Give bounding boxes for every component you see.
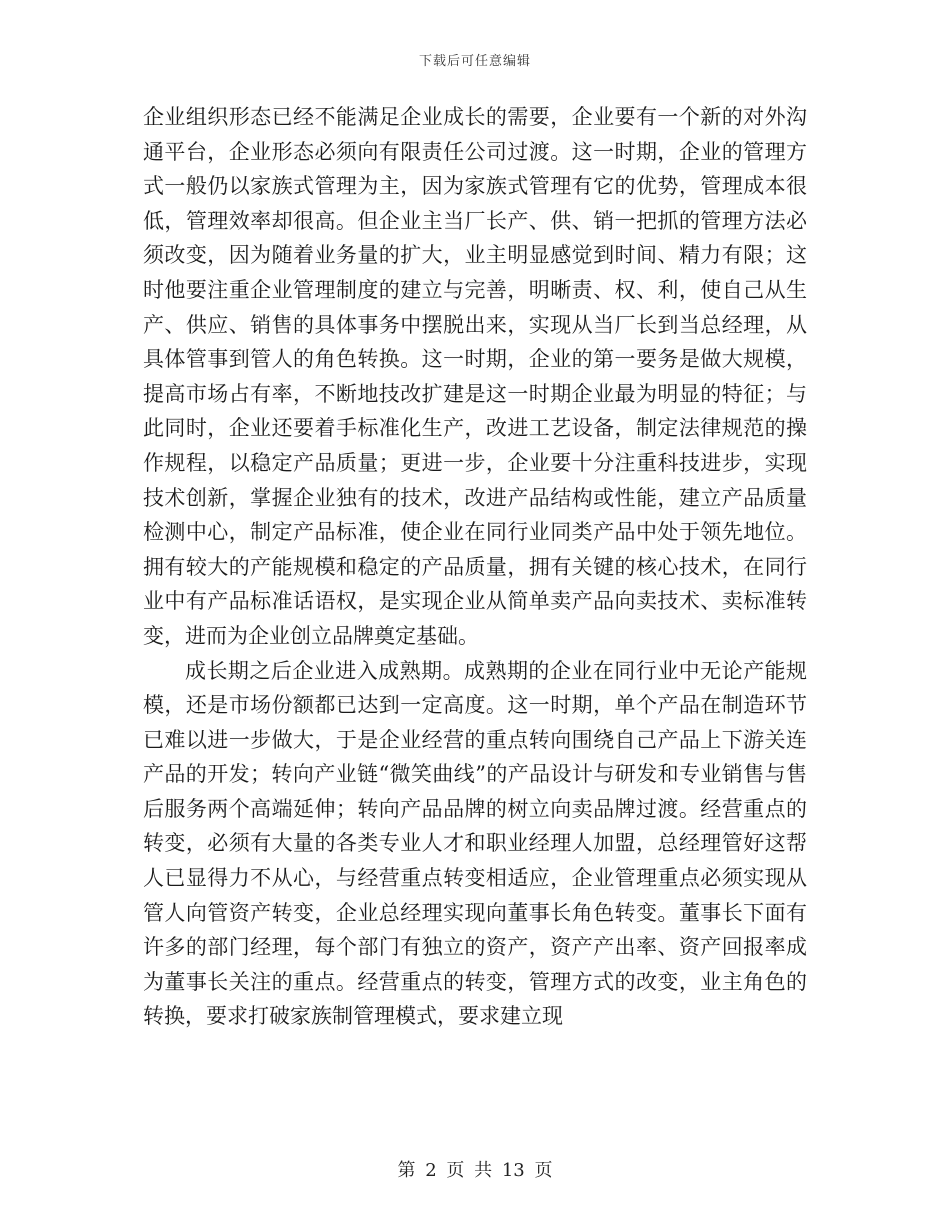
page-number: 第 2 页 共 13 页 bbox=[397, 1160, 553, 1181]
page-header: 下载后可任意编辑 bbox=[418, 54, 531, 69]
body-paragraph: 企业组织形态已经不能满足企业成长的需要，企业要有一个新的对外沟通平台，企业形态必须向有限责任公司过渡。这一时期，企业的管理方式一般仍以家族式管理为主，因为家族式管理有它的优势，管理成本很低，管理效率却很高。但企业主当厂长产、供、销一把抓的管理方法必须改变，因为随着业务量的扩大，业主明显感觉到时间、精力有限；这时他要注重企业管理制度的建立与完善，明晰责、权、利，使自己从生产、供应、销售的具体事务中摆脱出来，实现从当厂长到当总经理，从具体管事到管人的角色转换。这一时期，企业的第一要务是做大规模，提高市场占有率，不断地技改扩建是这一时期企业最为明显的特征；与此同时，企业还要着手标准化生产，改进工艺设备，制定法律规范的操作规程，以稳定产品质量；更进一步，企业要十分注重科技进步，实现技术创新，掌握企业独有的技术，改进产品结构或性能，建立产品质量检测中心，制定产品标准，使企业在同行业同类产品中处于领先地位。拥有较大的产能规模和稳定的产品质量，拥有关键的核心技术，在同行业中有产品标准话语权，是实现企业从简单卖产品向卖技术、卖标准转变，进而为企业创立品牌奠定基础。 bbox=[143, 105, 807, 648]
body-paragraph: 成长期之后企业进入成熟期。成熟期的企业在同行业中无论产能规模，还是市场份额都已达到一定高度。这一时期，单个产品在制造环节已难以进一步做大，于是企业经营的重点转向围绕自己产品上下游关连产品的开发；转向产业链“微笑曲线”的产品设计与研发和专业销售与售后服务两个高端延伸；转向产品品牌的树立向卖品牌过渡。经营重点的转变，必须有大量的各类专业人才和职业经理人加盟，总经理管好这帮人已显得力不从心，与经营重点转变相适应，企业管理重点必须实现从管人向管资产转变，企业总经理实现向董事长角色转变。董事长下面有许多的部门经理，每个部门有独立的资产，资产产出率、资产回报率成为董事长关注的重点。经营重点的转变，管理方式的改变，业主角色的转换，要求打破家族制管理模式，要求建立现 bbox=[143, 658, 807, 1029]
document-body bbox=[143, 100, 807, 1034]
